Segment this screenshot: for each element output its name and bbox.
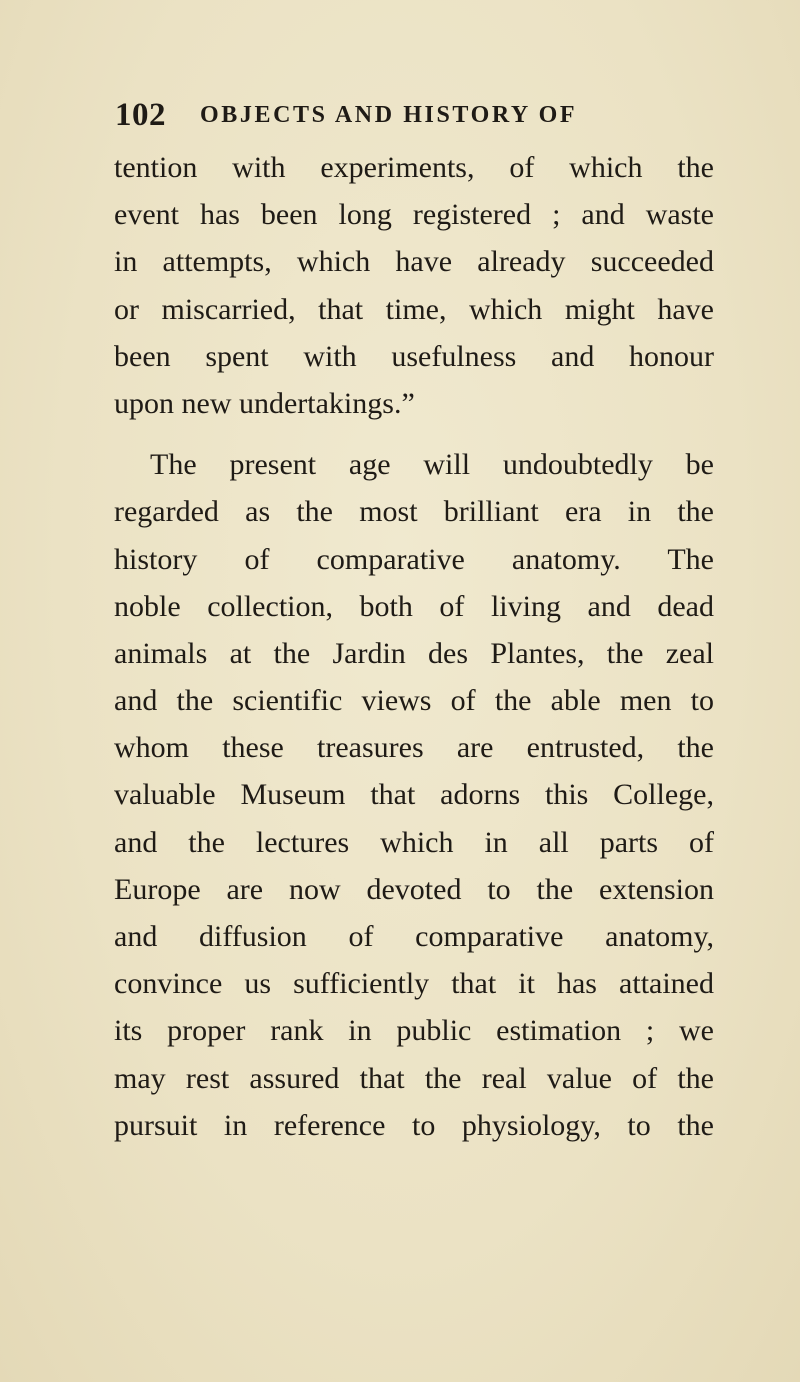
text-line: history of comparative anatomy. The	[114, 542, 714, 576]
paragraph-gap	[114, 427, 714, 441]
text-line: its proper rank in public estimation ; we	[114, 1014, 714, 1048]
text-line: been spent with usefulness and honour	[114, 339, 714, 373]
paragraph-1	[114, 144, 714, 427]
text-line: animals at the Jardin des Plantes, the zeal	[114, 636, 714, 670]
running-head	[115, 95, 715, 135]
text-line: and the scientific views of the able men to	[114, 684, 714, 718]
text-line: upon new undertakings.”	[114, 386, 415, 420]
text-line: and the lectures which in all parts of	[114, 825, 714, 859]
text-line: noble collection, both of living and dead	[114, 589, 714, 623]
running-title: OBJECTS AND HISTORY OF	[200, 102, 578, 128]
text-line: event has been long registered ; and waste	[114, 198, 714, 232]
text-line: tention with experiments, of which the	[114, 151, 714, 184]
text-line: in attempts, which have already succeeded	[114, 245, 714, 279]
text-line: pursuit in reference to physiology, to the	[114, 1108, 714, 1142]
page-number: 102	[115, 97, 166, 133]
body-text	[114, 144, 714, 1149]
text-line: regarded as the most brilliant era in the	[114, 495, 714, 529]
text-line: may rest assured that the real value of the	[114, 1061, 714, 1095]
text-line: valuable Museum that adorns this College,	[114, 778, 714, 812]
paragraph-2	[114, 441, 714, 1149]
text-line: whom these treasures are entrusted, the	[114, 731, 714, 765]
text-line: The present age will undoubtedly be	[150, 448, 714, 482]
text-line: convince us sufficiently that it has attained	[114, 967, 714, 1001]
text-line: Europe are now devoted to the extension	[114, 872, 714, 906]
text-line: or miscarried, that time, which might have	[114, 292, 714, 326]
text-line: and diffusion of comparative anatomy,	[114, 920, 714, 953]
